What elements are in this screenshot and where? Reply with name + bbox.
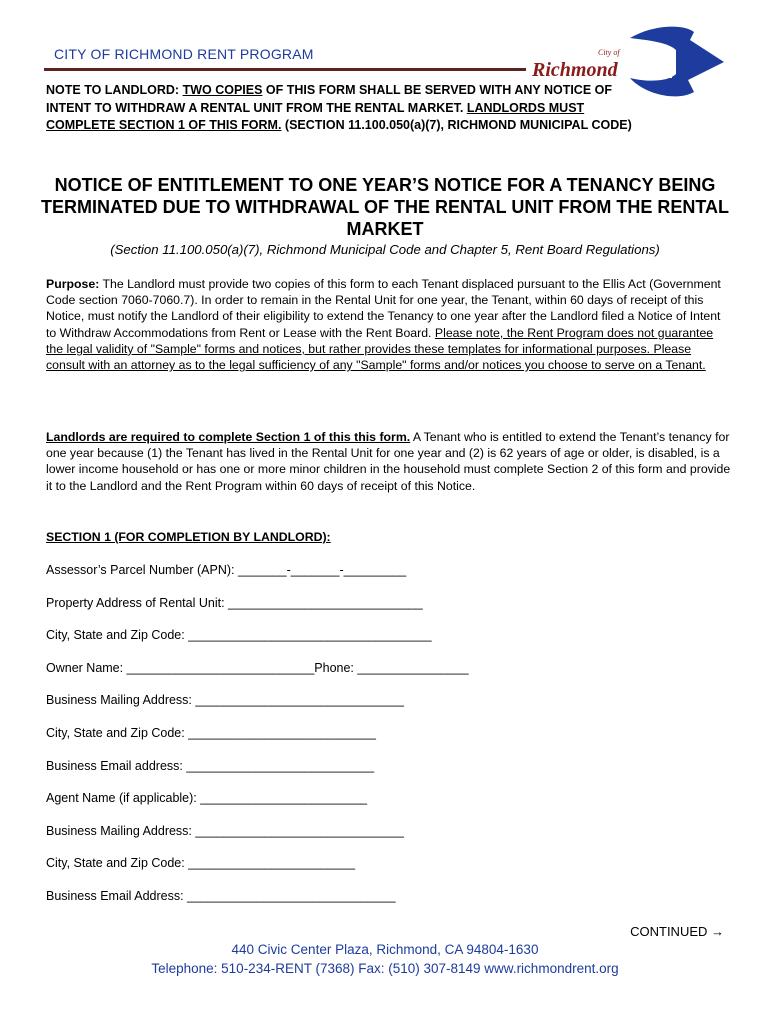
- continued-label: CONTINUED →: [630, 924, 724, 939]
- agent-name-field[interactable]: Agent Name (if applicable): ________________________: [46, 791, 368, 805]
- form-title: NOTICE OF ENTITLEMENT TO ONE YEAR’S NOTICE FOR A TENANCY BEING TERMINATED DUE TO WITHDRAWAL OF THE RENTAL UNIT FROM THE RENTAL MARKET: [41, 175, 729, 239]
- requirement-text: A Tenant who is entitled to extend the Tenant’s tenancy for one year because (1) the Tenant has lived in the Rental Unit for one year and (2) is 62 years of age or older, is disabled, is a lower income household or has one or more minor children in the household must complete Section 2 of this form and provide it to the Landlord and the Rent Program within 60 days of receipt of this Notice.: [46, 430, 731, 493]
- apn-field[interactable]: Assessor’s Parcel Number (APN): _______-_______-_________: [46, 563, 407, 577]
- program-name: CITY OF RICHMOND RENT PROGRAM: [54, 46, 314, 62]
- agent-email-field[interactable]: Business Email Address: ______________________________: [46, 889, 396, 903]
- owner-mailing-address-field[interactable]: Business Mailing Address: ______________________________: [46, 693, 404, 707]
- agent-city-state-zip-field[interactable]: City, State and Zip Code: ________________________: [46, 856, 356, 870]
- property-address-field[interactable]: Property Address of Rental Unit: ____________________________: [46, 596, 423, 610]
- purpose-disclaimer: Please note, the Rent Program does not guarantee the legal validity of "Sample" forms and notices, but rather provides these templates for informational purposes. Please consult with an attorney as to the legal sufficiency of any "Sample" forms and/or notices you choose to serve on a Tenant.: [46, 325, 714, 373]
- footer-contact: Telephone: 510-234-RENT (7368) Fax: (510) 307-8149 www.richmondrent.org: [151, 961, 619, 976]
- footer-address: 440 Civic Center Plaza, Richmond, CA 94804-1630: [231, 942, 539, 957]
- note-part-3: OF THIS FORM SHALL BE SERVED WITH ANY NOTICE OF INTENT TO WITHDRAW A RENTAL UNIT FROM THE RENTAL MARKET.: [46, 83, 613, 115]
- note-code-reference: (SECTION 11.100.050(a)(7), RICHMOND MUNICIPAL CODE): [281, 118, 632, 132]
- note-requirement: LANDLORDS MUST COMPLETE SECTION 1 OF THIS FORM.: [46, 100, 585, 132]
- logo-city-of: City of: [598, 48, 620, 57]
- form-subtitle: (Section 11.100.050(a)(7), Richmond Municipal Code and Chapter 5, Rent Board Regulations): [110, 242, 660, 257]
- landlord-note: [46, 82, 646, 135]
- purpose-paragraph: [46, 276, 732, 373]
- requirement-paragraph: [46, 429, 732, 494]
- property-city-state-zip-field[interactable]: City, State and Zip Code: ___________________________________: [46, 628, 432, 642]
- note-two-copies: TWO COPIES: [182, 83, 263, 97]
- agent-mailing-address-field[interactable]: Business Mailing Address: ______________________________: [46, 824, 404, 838]
- note-part-1: NOTE TO LANDLORD:: [46, 83, 183, 97]
- section-1-heading: SECTION 1 (FOR COMPLETION BY LANDLORD):: [46, 530, 331, 544]
- owner-email-field[interactable]: Business Email address: ___________________________: [46, 759, 375, 773]
- owner-city-state-zip-field[interactable]: City, State and Zip Code: ___________________________: [46, 726, 376, 740]
- purpose-label: Purpose:: [46, 277, 100, 291]
- purpose-text: The Landlord must provide two copies of this form to each Tenant displaced pursuant to the Ellis Act (Government Code section 7060-7060.7). In order to remain in the Rental Unit for one year, the Tenant, within 60 days of receipt of this Notice, must notify the Landlord of their eligibility to extend the Tenancy to one year after the Landlord filed a Notice of Intent to Withdraw Accommodations from Rent or Lease with the Rent Board.: [46, 277, 721, 340]
- logo-richmond: Richmond: [532, 59, 618, 81]
- header-divider: [44, 68, 528, 71]
- owner-name-phone-field[interactable]: Owner Name: ___________________________Phone: ________________: [46, 661, 469, 675]
- requirement-bold: Landlords are required to complete Section 1 of this this form.: [46, 430, 411, 444]
